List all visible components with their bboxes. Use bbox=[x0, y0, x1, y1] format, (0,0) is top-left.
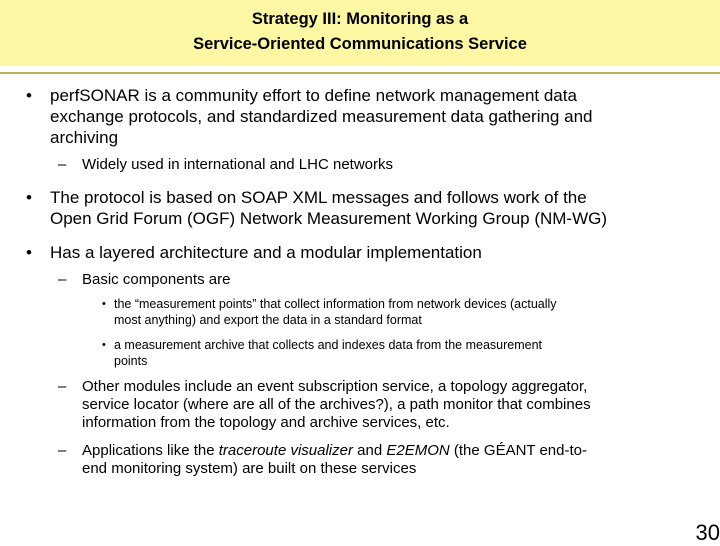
sub-bullet-line: information from the topology and archive services, etc. bbox=[82, 414, 450, 431]
bullet-architecture bbox=[26, 242, 706, 264]
sub-bullet-text bbox=[82, 378, 591, 432]
text-run: (the GÉANT end-to- bbox=[449, 442, 587, 459]
text-run: and bbox=[352, 442, 387, 459]
sub-bullet-line: service locator (where are all of the archives?), a path monitor that combines bbox=[82, 396, 591, 413]
dash-marker: – bbox=[58, 378, 67, 395]
bullet-line: exchange protocols, and standardized measurement data gathering and bbox=[50, 107, 593, 126]
sub-bullet-line: Basic components are bbox=[82, 271, 231, 288]
sub-bullet-text bbox=[82, 442, 587, 478]
dash-marker: – bbox=[58, 156, 67, 173]
component-line: most anything) and export the data in a standard format bbox=[114, 313, 422, 327]
bullet-text bbox=[50, 85, 592, 148]
dash-marker: – bbox=[58, 442, 67, 459]
sub-bullet-widely-used bbox=[58, 156, 698, 176]
component-line: a measurement archive that collects and indexes data from the measurement bbox=[114, 338, 542, 352]
bullet-marker: • bbox=[102, 339, 106, 351]
bullet-line: archiving bbox=[50, 128, 119, 147]
component-measurement-points bbox=[102, 296, 702, 330]
sub-bullet-line: Other modules include an event subscription service, a topology aggregator, bbox=[82, 378, 588, 395]
bullet-marker: • bbox=[26, 86, 32, 105]
sub-bullet-other-modules bbox=[58, 378, 718, 434]
component-line: the “measurement points” that collect information from network devices (actually bbox=[114, 297, 557, 311]
bullet-line: Has a layered architecture and a modular implementation bbox=[50, 243, 482, 262]
sub-bullet-text bbox=[82, 156, 393, 174]
bullet-line: perfSONAR is a community effort to define network management data bbox=[50, 86, 577, 105]
sub-bullet-line bbox=[82, 442, 587, 460]
dash-marker: – bbox=[58, 271, 67, 288]
bullet-marker: • bbox=[26, 243, 32, 262]
bullet-marker: • bbox=[102, 298, 106, 310]
sub-bullet-basic-components bbox=[58, 271, 698, 291]
component-line: points bbox=[114, 354, 148, 368]
text-run: Applications like the bbox=[82, 442, 219, 459]
bullet-perfsonar bbox=[26, 85, 706, 151]
sub-bullet-text bbox=[82, 271, 230, 289]
title-line-1: Strategy III: Monitoring as a bbox=[251, 10, 469, 28]
page-number: 30 bbox=[695, 520, 720, 545]
bullet-text bbox=[50, 187, 607, 229]
component-text bbox=[114, 337, 542, 369]
component-measurement-archive bbox=[102, 337, 702, 371]
component-text bbox=[114, 296, 557, 328]
bullet-line: The protocol is based on SOAP XML messages and follows work of the bbox=[50, 188, 587, 207]
e2emon-term: E2EMON bbox=[386, 442, 450, 459]
bullet-marker: • bbox=[26, 188, 32, 207]
bullet-text bbox=[50, 242, 482, 263]
title-line-2: Service-Oriented Communications Service bbox=[193, 35, 527, 53]
traceroute-visualizer-term: traceroute visualizer bbox=[218, 442, 353, 459]
sub-bullet-line: Widely used in international and LHC networks bbox=[82, 156, 393, 173]
bullet-line: Open Grid Forum (OGF) Network Measurement Working Group (NM-WG) bbox=[50, 209, 608, 228]
sub-bullet-line: end monitoring system) are built on these services bbox=[82, 460, 417, 477]
bullet-protocol bbox=[26, 187, 716, 231]
sub-bullet-applications bbox=[58, 442, 718, 480]
